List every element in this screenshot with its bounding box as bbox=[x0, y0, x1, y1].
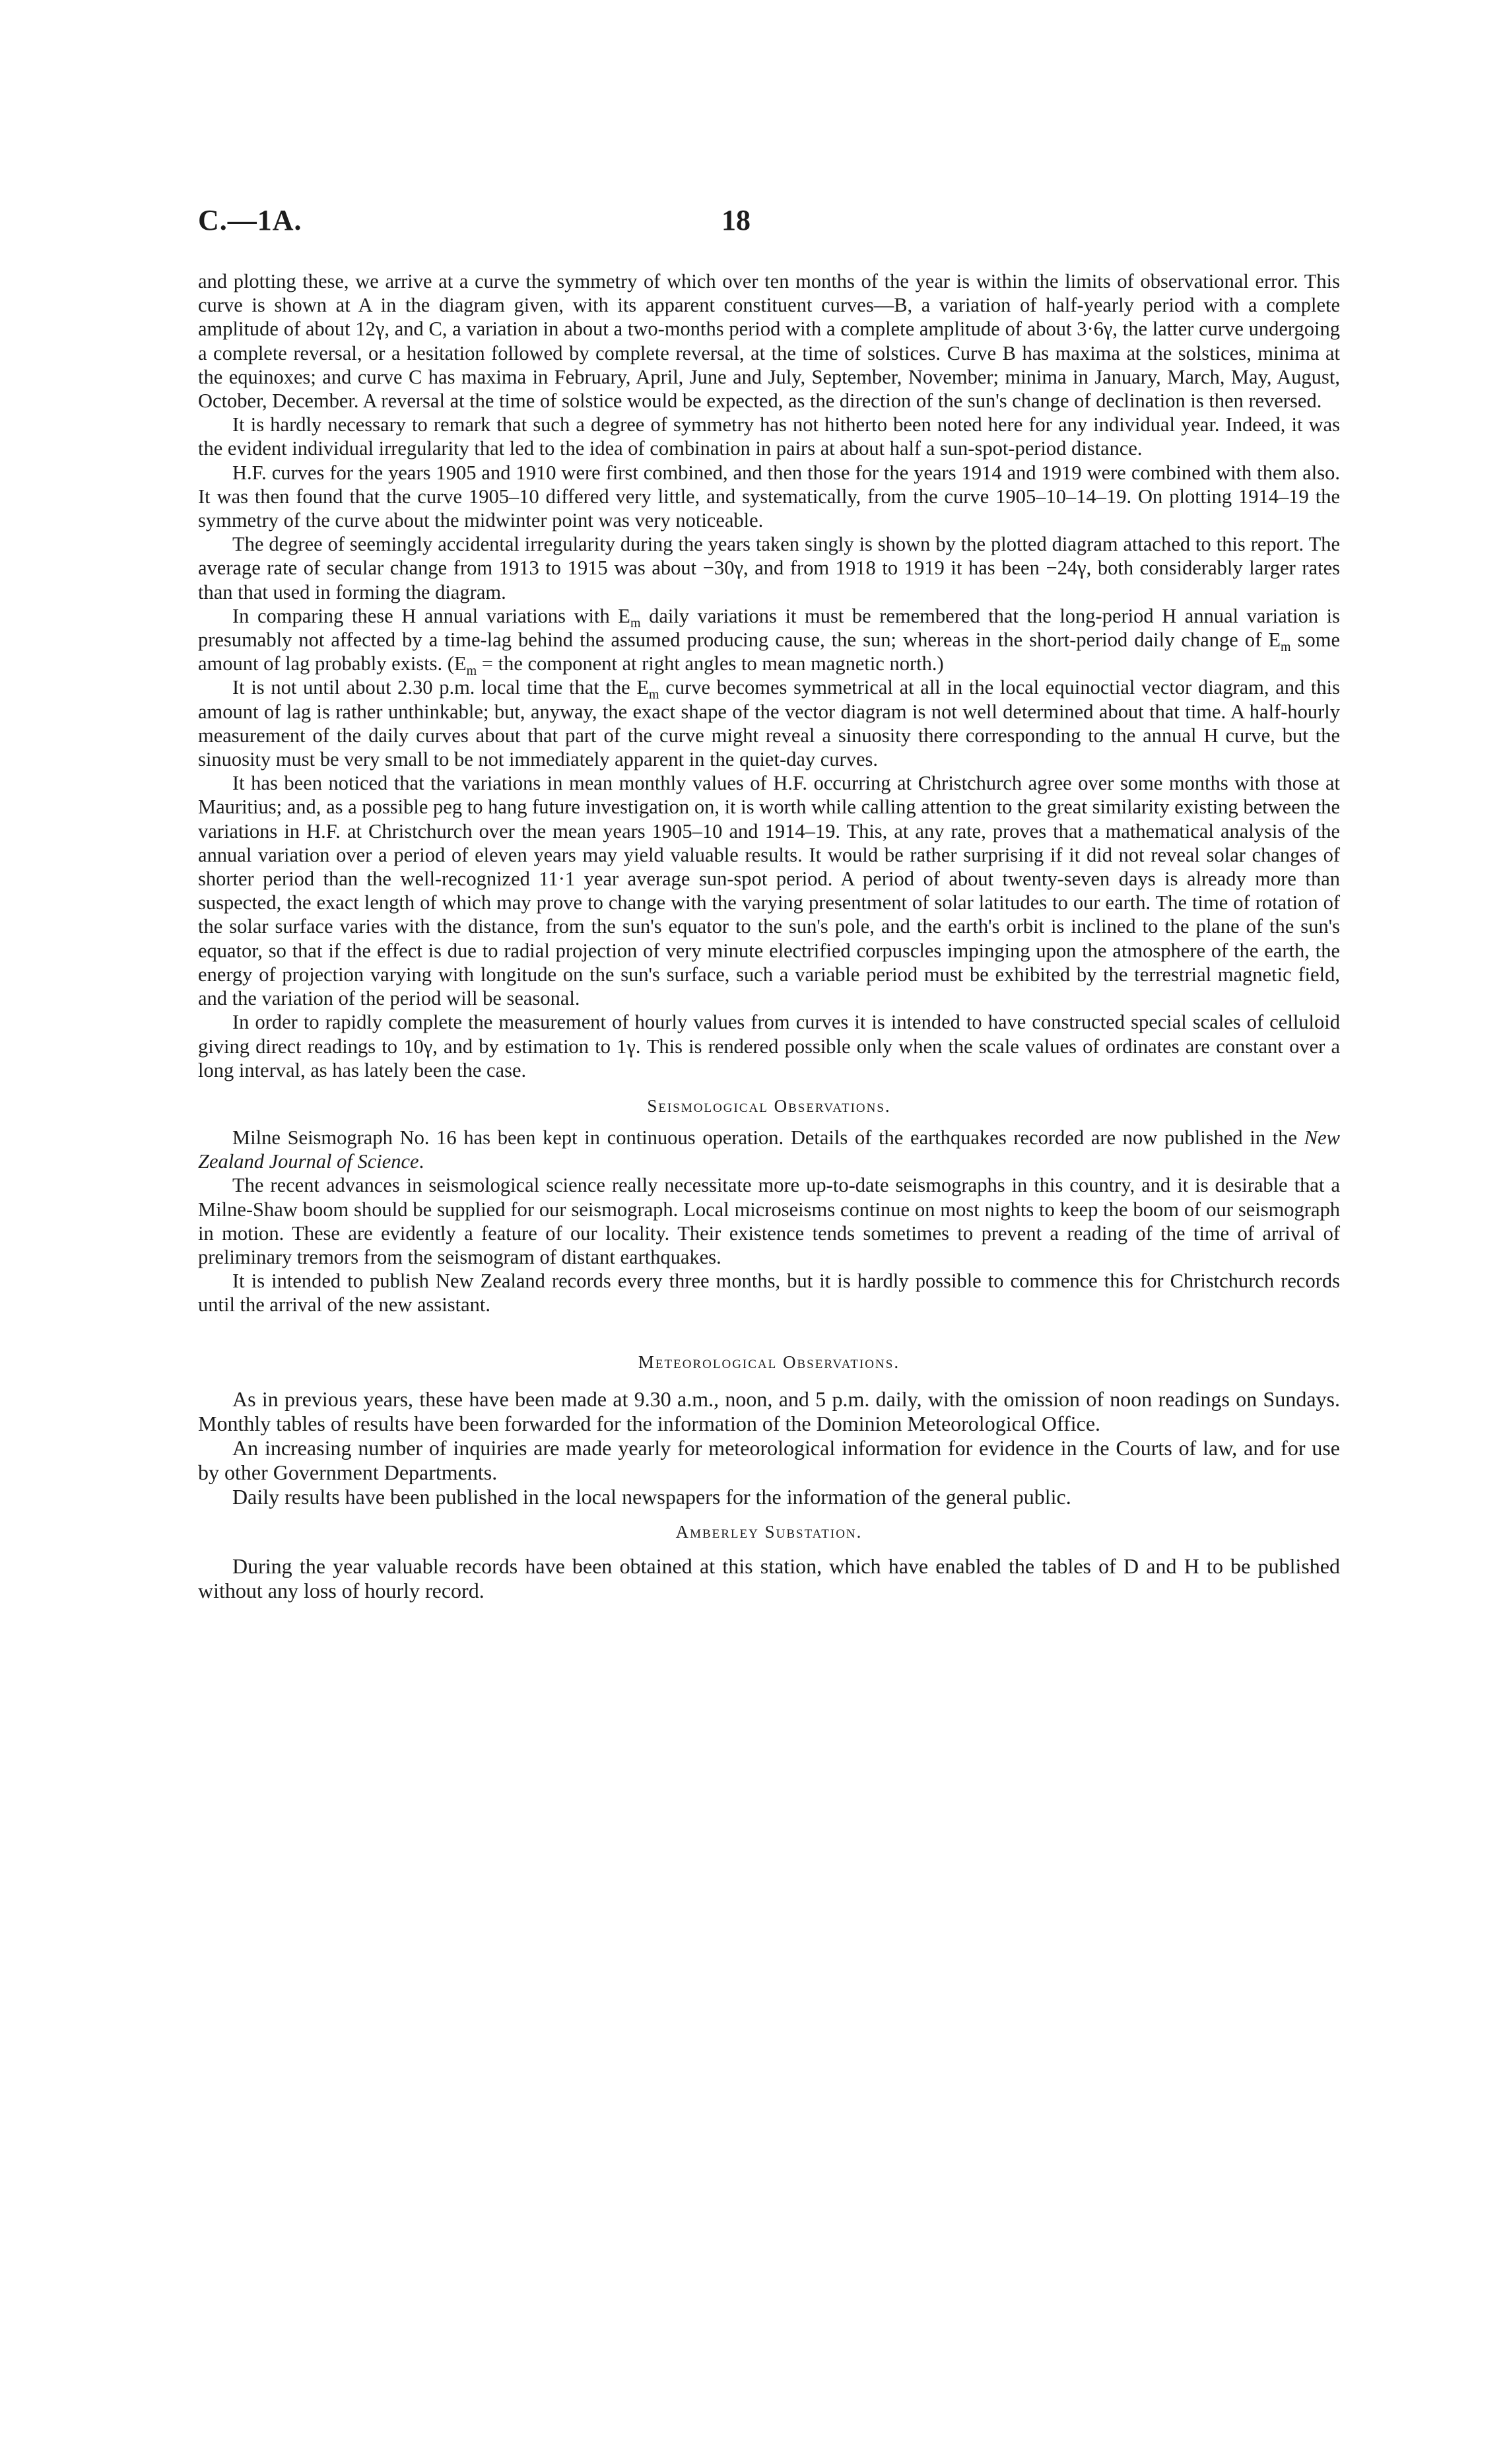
meteorological-section bbox=[198, 1387, 1340, 1603]
page-number: 18 bbox=[721, 204, 751, 236]
paragraph-curve-analysis: and plotting these, we arrive at a curve the symmetry of which over ten months of the year is within the limits of observational error. This curve is shown at A in the diagram given, with its apparent constituent curves—B, a variation of half-yearly period with a complete amplitude of about 12γ, and C, a variation in about a two-months period with a complete amplitude of about 3·6γ, the latter curve undergoing a complete reversal, or a hesitation followed by complete reversal, at the time of solstices. Curve B has maxima at the solstices, minima at the equinoxes; and curve C has maxima in February, April, June and July, September, November; minima in January, March, May, August, October, December. A reversal at the time of solstice would be expected, as the direction of the sun's change of declination is then reversed. bbox=[198, 270, 1340, 413]
paragraph-symmetry-note: It is hardly necessary to remark that such a degree of symmetry has not hitherto been noted here for any individual year. Indeed, it was the evident individual irregularity that led to the idea of combination in pairs at about half a sun-spot-period distance. bbox=[198, 413, 1340, 460]
paragraph-daily-results: Daily results have been published in the local newspapers for the information of the general public. bbox=[232, 1484, 1071, 1509]
paragraph-seismology-advances: The recent advances in seismological science really necessitate more up-to-date seismographs in this country, and it is desirable that a Milne-Shaw boom should be supplied for our seismograph. Local microseisms continue on most nights to keep the boom of our seismograph in motion. These are evidently a feature of our locality. Their existence tends sometimes to prevent a reading of the time of arrival of preliminary tremors from the seismogram of distant earthquakes. bbox=[198, 1174, 1340, 1268]
section-heading-seismological: Seismological Observations. bbox=[647, 1095, 891, 1116]
paragraph-nz-records: It is intended to publish New Zealand records every three months, but it is hardly possible to commence this for Christchurch records until the arrival of the new assistant. bbox=[198, 1270, 1340, 1317]
paragraph-mauritius-comparison: It has been noticed that the variations in mean monthly values of H.F. occurring at Christchurch agree over some months with those at Mauritius; and, as a possible peg to hang future investigation on, it is worth while calling attention to the great similarity existing between the variations in H.F. at Christchurch over the mean years 1905–10 and 1914–19. This, at any rate, proves that a mathematical analysis of the annual variation over a period of eleven years may yield valuable results. It would be rather surprising if it did not reveal solar changes of shorter period than the well-recognized 11·1 year average sun-spot period. A period of about twenty-seven days is already more than suspected, the exact length of which may prove to change with the varying presentment of solar latitudes to our earth. The time of rotation of the solar surface varies with the distance, from the sun's equator to the sun's pole, and the earth's orbit is inclined to the plane of the sun's equator, so that if the effect is due to radial projection of very minute electrified corpuscles impinging upon the atmosphere of the earth, the energy of projection varying with longitude on the sun's surface, such a variable period must be exhibited by the terrestrial magnetic field, and the variation of the period will be seasonal. bbox=[198, 772, 1340, 1010]
body-text bbox=[198, 269, 1340, 1603]
paragraph-observation-times: As in previous years, these have been made at 9.30 a.m., noon, and 5 p.m. daily, with the omission of noon readings on Sundays. Monthly tables of results have been forwarded for the information of the Dominion Meteorological Office. bbox=[198, 1386, 1340, 1435]
paragraph-inquiries: An increasing number of inquiries are made yearly for meteorological information for evidence in the Courts of law, and for use by other Government Departments. bbox=[198, 1435, 1340, 1484]
paragraph-vector-diagram: It is not until about 2.30 p.m. local time that the $E_m$ curve becomes symmetrical at all in the local equinoctial vector diagram, and this amount of lag is rather unthinkable; but, anyway, the exact shape of the vector diagram is not well determined about that time. A half-hourly measurement of the daily curves about that part of the curve might reveal a sinuosity there corresponding to the annual H curve, but the sinuosity must be very small to be not immediately apparent in the quiet-day curves. bbox=[198, 676, 1340, 771]
paragraph-amberley-records: During the year valuable records have been obtained at this station, which have enabled the tables of D and H to be published without any loss of hourly record. bbox=[198, 1554, 1340, 1602]
journal-title: New Zealand Journal of Science bbox=[198, 1126, 1340, 1173]
paragraph-irregularity: The degree of seemingly accidental irregularity during the years taken singly is shown by the plotted diagram attached to this report. The average rate of secular change from 1913 to 1915 was about −30γ, and from 1918 to 1919 it has been −24γ, both considerably larger rates than that used in forming the diagram. bbox=[198, 533, 1340, 603]
paragraph-annual-variations: In comparing these H annual variations with $E_m$ daily variations it must be remembered that the long-period H annual variation is presumably not affected by a time-lag behind the assumed producing cause, the sun; whereas in the short-period daily change of $E_m$ some amount of lag probably exists. ($E_m$ = the component at right angles to mean magnetic north.) bbox=[198, 604, 1340, 679]
paragraph-celluloid-scales: In order to rapidly complete the measurement of hourly values from curves it is intended to have constructed special scales of celluloid giving direct readings to 10γ, and by estimation to 1γ. This is rendered possible only when the scale values of ordinates are constant over a long interval, as has lately been the case. bbox=[198, 1011, 1340, 1081]
paragraph-milne-seismograph: Milne Seismograph No. 16 has been kept in continuous operation. Details of the earthquakes recorded are now published in the New Zealand Journal of Science. bbox=[198, 1126, 1340, 1173]
section-heading-amberley: Amberley Substation. bbox=[675, 1521, 863, 1542]
section-heading-meteorological: Meteorological Observations. bbox=[638, 1352, 900, 1372]
paragraph-hf-curves: H.F. curves for the years 1905 and 1910 were first combined, and then those for the years 1914 and 1919 were combined with them also. It was then found that the curve 1905–10 differed very little, and systematically, from the curve 1905–10–14–19. On plotting 1914–19 the symmetry of the curve about the midwinter point was very noticeable. bbox=[198, 461, 1340, 532]
document-reference: C.—1A. bbox=[198, 204, 302, 236]
